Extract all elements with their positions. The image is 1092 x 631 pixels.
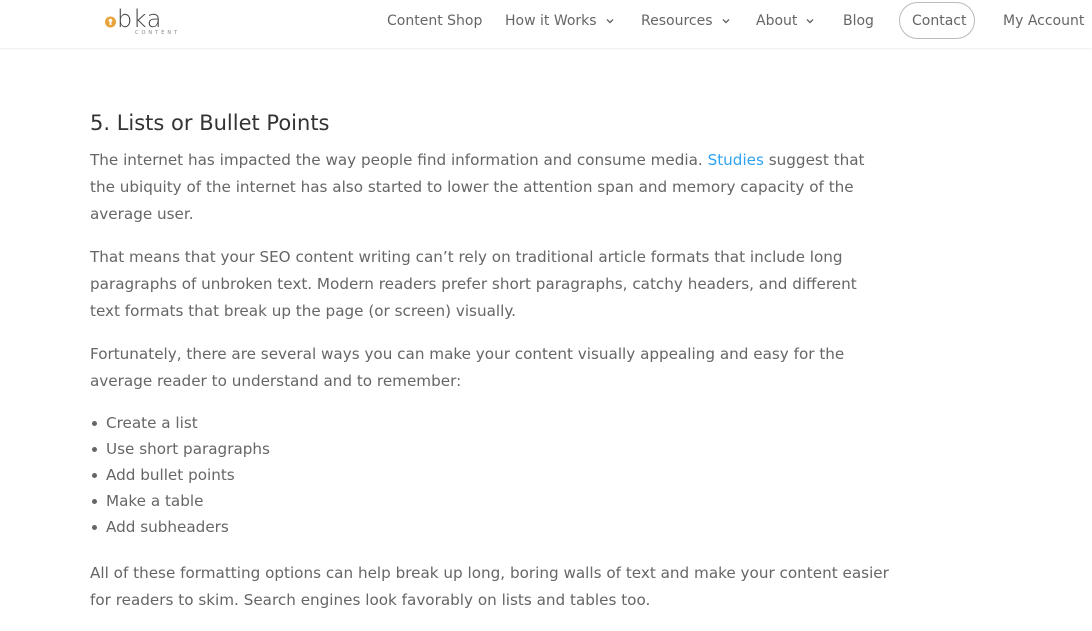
article-content [90,108,890,614]
paragraph-seo: That means that your SEO content writing can’t rely on traditional article formats that include long paragraphs of unbroken text. Modern readers prefer short paragraphs, catchy headers, and different text formats that break up the page (or screen) visually. [90,248,857,320]
logo-subtitle: CONTENT [135,30,181,36]
chevron-down-icon [806,17,814,25]
nav-about[interactable] [756,12,814,30]
logo-word: bka [117,5,162,33]
nav-label: Contact [912,13,967,29]
paragraph-ways: Fortunately, there are several ways you can make your content visually appealing and easy for the average reader to understand and to remember: [90,345,845,390]
nav-content-shop[interactable] [387,12,482,30]
nav-label: Content Shop [387,13,483,29]
nav-label: My Account [1003,13,1085,29]
nav-contact[interactable] [912,12,966,30]
text: suggest that the ubiquity of the internet has also started to lower the attention span and memory capacity of the average user. [90,151,865,223]
paragraph-intro [90,147,890,228]
paragraph-closing: All of these formatting options can help break up long, boring walls of text and make your content easier for readers to skim. Search engines look favorably on lists and tables too. [90,564,889,609]
list-item: Create a list [106,410,890,436]
list-item: Add subheaders [106,514,890,540]
nav-my-account[interactable] [1003,12,1084,30]
nav-how-it-works[interactable] [505,12,614,30]
nav-label: Blog [843,13,874,29]
nav-label: About [756,13,798,29]
studies-link[interactable]: Studies [707,151,764,169]
nav-resources[interactable] [641,12,730,30]
chevron-down-icon [606,17,614,25]
bullet-list [90,410,890,540]
nav-blog[interactable] [843,12,874,30]
section-heading: 5. Lists or Bullet Points [90,111,330,135]
list-item: Make a table [106,488,890,514]
main-nav [0,0,1092,42]
list-item: Use short paragraphs [106,436,890,462]
nav-label: Resources [641,13,713,29]
text: The internet has impacted the way people find information and consume media. [90,151,708,169]
site-header [0,0,1092,48]
chevron-down-icon [722,17,730,25]
nav-label: How it Works [505,13,597,29]
list-item: Add bullet points [106,462,890,488]
